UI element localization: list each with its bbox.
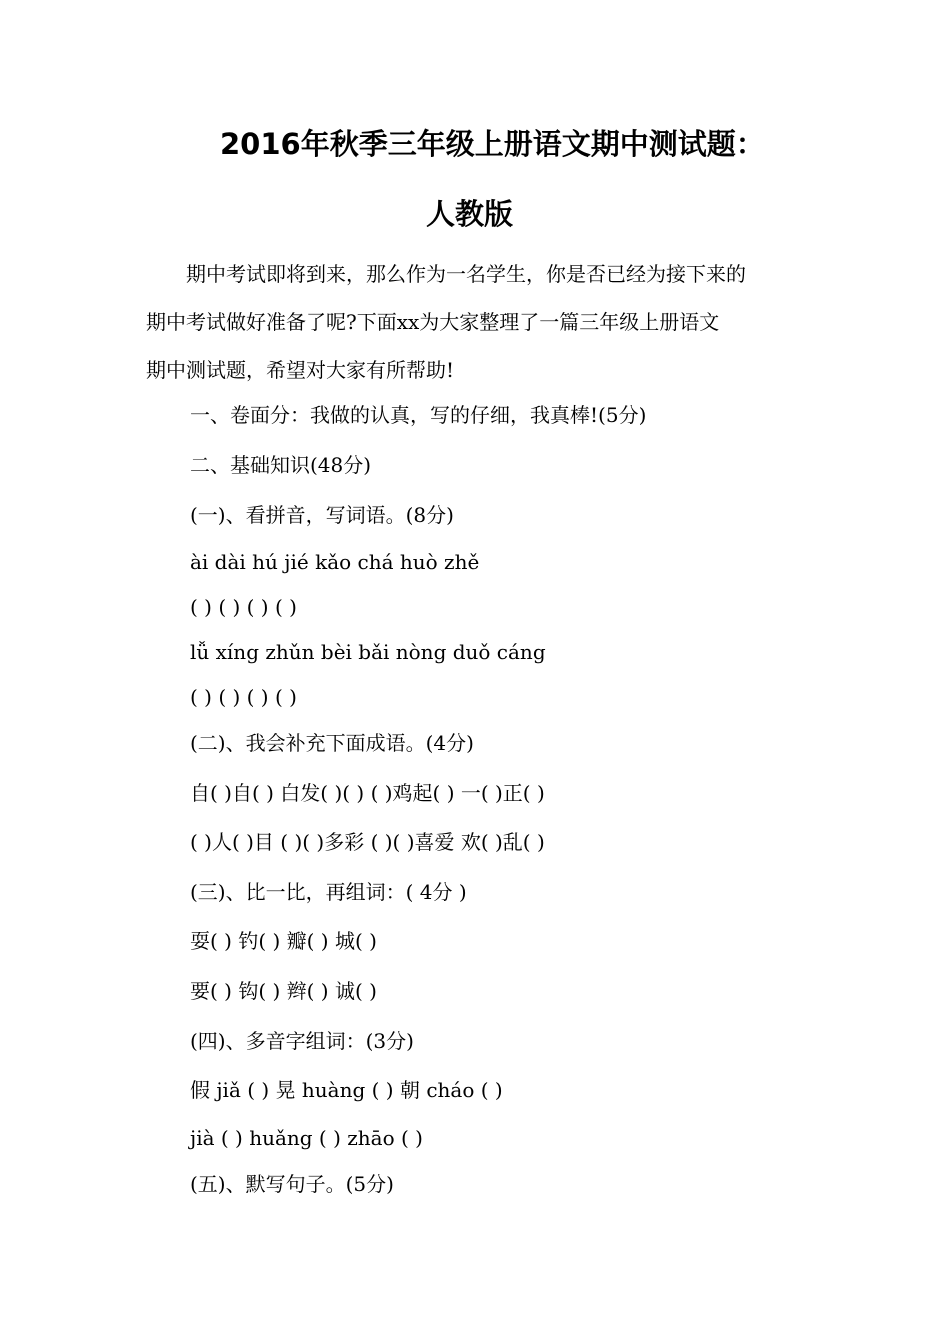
document-title-line-1: 2016年秋季三年级上册语文期中测试题： bbox=[220, 127, 765, 161]
section-1-heading: 一、卷面分：我做的认真，写的仔细，我真棒!(5分) bbox=[190, 403, 647, 427]
polyphone-line-1: 假 jiǎ ( ) 晃 huàng ( ) 朝 cháo ( ) bbox=[190, 1078, 503, 1102]
idiom-line-2: ( )人( )目 ( )( )多彩 ( )( )喜爱 欢( )乱( ) bbox=[190, 830, 545, 854]
document-title-line-2: 人教版 bbox=[426, 197, 514, 231]
subsection-1-heading: (一)、看拼音，写词语。(8分) bbox=[190, 503, 454, 527]
blank-line-2: ( ) ( ) ( ) ( ) bbox=[190, 685, 297, 709]
subsection-5-heading: (五)、默写句子。(5分) bbox=[190, 1172, 394, 1196]
polyphone-line-2: jià ( ) huǎng ( ) zhāo ( ) bbox=[190, 1126, 423, 1150]
blank-line-1: ( ) ( ) ( ) ( ) bbox=[190, 595, 297, 619]
subsection-2-heading: (二)、我会补充下面成语。(4分) bbox=[190, 731, 474, 755]
pinyin-line-1: ài dài hú jié kǎo chá huò zhě bbox=[190, 550, 480, 574]
intro-line-1: 期中考试即将到来，那么作为一名学生，你是否已经为接下来的 bbox=[146, 262, 746, 286]
section-2-heading: 二、基础知识(48分) bbox=[190, 453, 372, 477]
compare-line-2: 要( ) 钩( ) 辫( ) 诚( ) bbox=[190, 979, 377, 1003]
intro-line-2: 期中考试做好准备了呢?下面xx为大家整理了一篇三年级上册语文 bbox=[146, 310, 720, 334]
idiom-line-1: 自( )自( ) 白发( )( ) ( )鸡起( ) 一( )正( ) bbox=[190, 781, 545, 805]
intro-line-3: 期中测试题，希望对大家有所帮助! bbox=[146, 358, 455, 382]
subsection-3-heading: (三)、比一比，再组词：( 4分 ) bbox=[190, 880, 467, 904]
compare-line-1: 耍( ) 钓( ) 瓣( ) 城( ) bbox=[190, 929, 377, 953]
pinyin-line-2: lǚ xíng zhǔn bèi bǎi nòng duǒ cáng bbox=[190, 640, 546, 664]
subsection-4-heading: (四)、多音字组词：(3分) bbox=[190, 1029, 414, 1053]
